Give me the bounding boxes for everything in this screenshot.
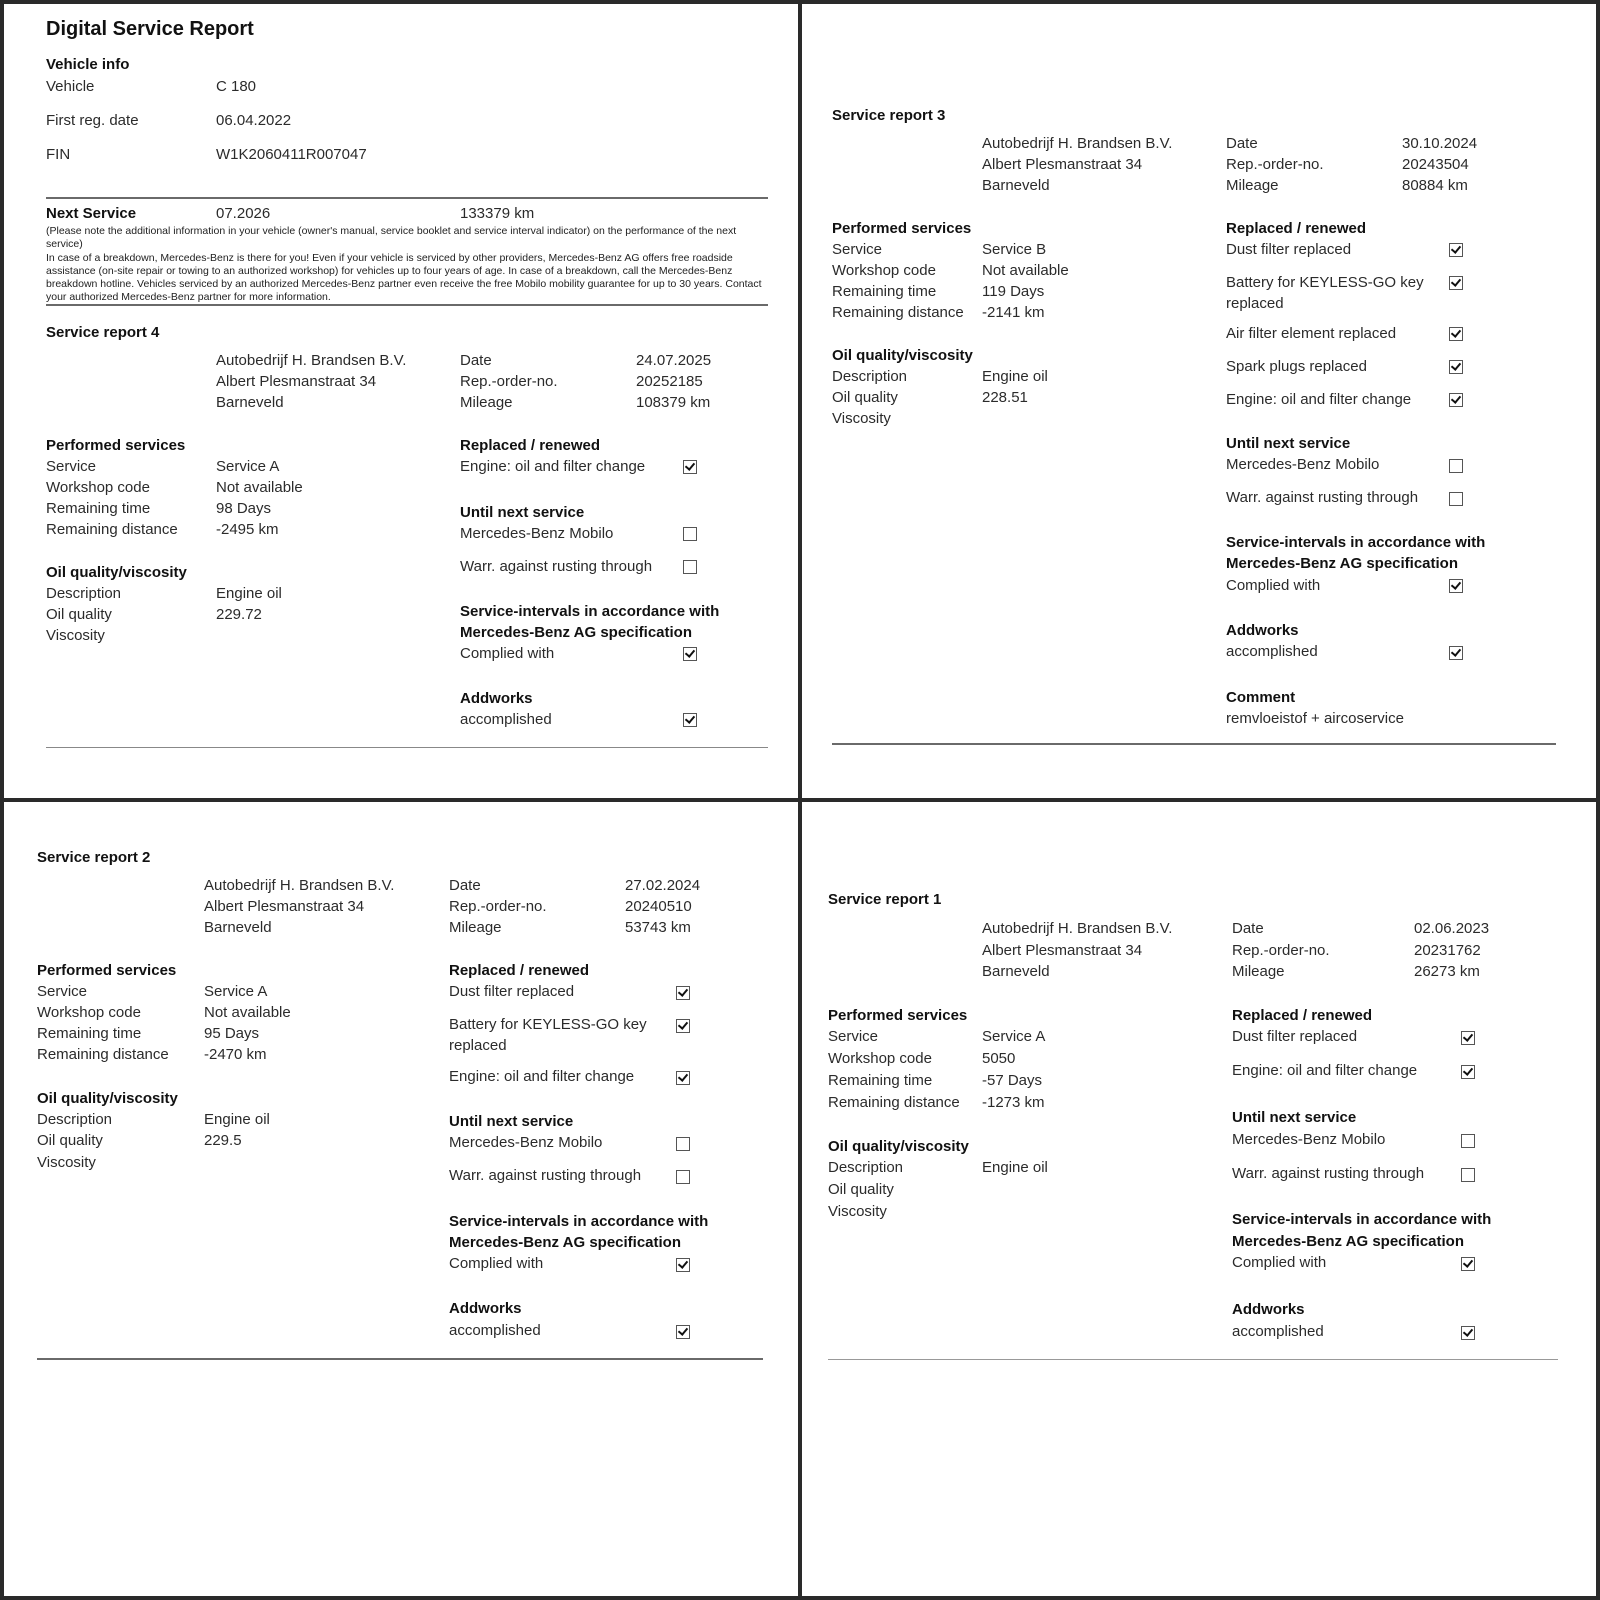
replaced-heading: Replaced / renewed	[449, 962, 590, 979]
workshop-city: Barneveld	[982, 963, 1050, 980]
accomplished-label: accomplished	[1232, 1323, 1324, 1340]
accomplished-checkbox[interactable]	[1449, 646, 1463, 660]
mobilo-checkbox[interactable]	[1449, 459, 1463, 473]
divider	[832, 743, 1556, 745]
service-value: Service A	[204, 983, 268, 1000]
workshop-code-label: Workshop code	[37, 1004, 141, 1021]
accomplished-checkbox[interactable]	[1461, 1326, 1475, 1340]
service-label: Service	[46, 458, 97, 475]
divider	[37, 1358, 763, 1360]
intervals-heading-1: Service-intervals in accordance with	[460, 603, 720, 620]
first-reg-label: First reg. date	[46, 112, 139, 129]
workshop-name: Autobedrijf H. Brandsen B.V.	[216, 352, 407, 369]
replaced-item-checkbox[interactable]	[1461, 1065, 1475, 1079]
fin-value: W1K2060411R007047	[216, 146, 367, 163]
replaced-item-label: Battery for KEYLESS-GO key	[1226, 274, 1424, 291]
performed-services-heading: Performed services	[828, 1007, 968, 1024]
remaining-time-label: Remaining time	[832, 283, 937, 300]
vehicle-info-heading: Vehicle info	[46, 56, 130, 73]
next-service-date: 07.2026	[216, 205, 271, 222]
workshop-name: Autobedrijf H. Brandsen B.V.	[204, 877, 395, 894]
comment-heading: Comment	[1226, 689, 1296, 706]
description-label: Description	[37, 1111, 113, 1128]
description-value: Engine oil	[982, 368, 1048, 385]
complied-checkbox[interactable]	[683, 647, 697, 661]
warr-label: Warr. against rusting through	[1232, 1165, 1425, 1182]
date-label: Date	[1232, 920, 1264, 937]
workshop-code-value: Not available	[204, 1004, 291, 1021]
comment-value: remvloeistof + aircoservice	[1226, 710, 1404, 727]
date-label: Date	[1226, 135, 1258, 152]
replaced-item-label: Engine: oil and filter change	[1232, 1062, 1418, 1079]
service-value: Service A	[216, 458, 280, 475]
intervals-heading-1: Service-intervals in accordance with	[449, 1213, 709, 1230]
oil-quality-label: Oil quality	[37, 1132, 103, 1149]
workshop-code-value: 5050	[982, 1050, 1016, 1067]
page-service-report-2	[4, 802, 798, 1596]
until-next-heading: Until next service	[449, 1113, 574, 1130]
warr-checkbox[interactable]	[683, 560, 697, 574]
mobilo-label: Mercedes-Benz Mobilo	[1226, 456, 1380, 473]
page-service-report-4	[4, 4, 798, 798]
rep-order-value: 20240510	[625, 898, 692, 915]
service-report-title: Service report 1	[828, 891, 942, 908]
replaced-item-label-cont: replaced	[449, 1037, 507, 1054]
accomplished-checkbox[interactable]	[676, 1325, 690, 1339]
mileage-value: 26273 km	[1414, 963, 1480, 980]
warr-checkbox[interactable]	[1449, 492, 1463, 506]
remaining-time-value: 98 Days	[216, 500, 272, 517]
accomplished-label: accomplished	[460, 711, 552, 728]
service-report-title: Service report 4	[46, 324, 160, 341]
intervals-heading-2: Mercedes-Benz AG specification	[449, 1234, 682, 1251]
oil-heading: Oil quality/viscosity	[828, 1138, 969, 1155]
service-label: Service	[828, 1028, 879, 1045]
document-title: Digital Service Report	[46, 18, 254, 40]
replaced-item-checkbox[interactable]	[1449, 360, 1463, 374]
date-value: 27.02.2024	[625, 877, 701, 894]
workshop-street: Albert Plesmanstraat 34	[204, 898, 365, 915]
warr-checkbox[interactable]	[676, 1170, 690, 1184]
service-report-title: Service report 2	[37, 849, 151, 866]
workshop-street: Albert Plesmanstraat 34	[982, 942, 1143, 959]
workshop-city: Barneveld	[216, 394, 284, 411]
complied-checkbox[interactable]	[1449, 579, 1463, 593]
complied-label: Complied with	[460, 645, 555, 662]
replaced-item-checkbox[interactable]	[683, 460, 697, 474]
description-value: Engine oil	[216, 585, 282, 602]
intervals-heading-2: Mercedes-Benz AG specification	[1226, 555, 1459, 572]
remaining-distance-label: Remaining distance	[46, 521, 178, 538]
accomplished-label: accomplished	[1226, 643, 1318, 660]
remaining-time-label: Remaining time	[46, 500, 151, 517]
viscosity-label: Viscosity	[37, 1154, 96, 1171]
divider	[46, 747, 768, 748]
replaced-item-checkbox[interactable]	[676, 1019, 690, 1033]
service-label: Service	[832, 241, 883, 258]
complied-label: Complied with	[449, 1255, 544, 1272]
intervals-heading-2: Mercedes-Benz AG specification	[460, 624, 693, 641]
replaced-item-checkbox[interactable]	[676, 986, 690, 1000]
mobilo-label: Mercedes-Benz Mobilo	[1232, 1131, 1386, 1148]
intervals-heading-2: Mercedes-Benz AG specification	[1232, 1233, 1465, 1250]
warr-checkbox[interactable]	[1461, 1168, 1475, 1182]
mileage-label: Mileage	[1226, 177, 1279, 194]
description-value: Engine oil	[204, 1111, 270, 1128]
addworks-heading: Addworks	[1232, 1301, 1305, 1318]
first-reg-value: 06.04.2022	[216, 112, 292, 129]
performed-services-heading: Performed services	[46, 437, 186, 454]
mileage-value: 108379 km	[636, 394, 711, 411]
complied-checkbox[interactable]	[676, 1258, 690, 1272]
complied-label: Complied with	[1226, 577, 1321, 594]
oil-heading: Oil quality/viscosity	[46, 564, 187, 581]
remaining-distance-label: Remaining distance	[832, 304, 964, 321]
until-next-heading: Until next service	[460, 504, 585, 521]
mobilo-checkbox[interactable]	[683, 527, 697, 541]
mobilo-label: Mercedes-Benz Mobilo	[460, 525, 614, 542]
warr-label: Warr. against rusting through	[1226, 489, 1419, 506]
rep-order-value: 20231762	[1414, 942, 1481, 959]
date-value: 02.06.2023	[1414, 920, 1490, 937]
replaced-item-label: Battery for KEYLESS-GO key	[449, 1016, 647, 1033]
oil-heading: Oil quality/viscosity	[37, 1090, 178, 1107]
replaced-item-label-cont: replaced	[1226, 295, 1284, 312]
service-value: Service A	[982, 1028, 1046, 1045]
remaining-time-label: Remaining time	[37, 1025, 142, 1042]
service-value: Service B	[982, 241, 1047, 258]
replaced-heading: Replaced / renewed	[1232, 1007, 1373, 1024]
description-label: Description	[832, 368, 908, 385]
workshop-code-value: Not available	[216, 479, 303, 496]
remaining-time-value: 95 Days	[204, 1025, 260, 1042]
oil-quality-label: Oil quality	[828, 1181, 894, 1198]
workshop-name: Autobedrijf H. Brandsen B.V.	[982, 135, 1173, 152]
workshop-city: Barneveld	[204, 919, 272, 936]
warr-label: Warr. against rusting through	[449, 1167, 642, 1184]
remaining-distance-value: -2470 km	[204, 1046, 267, 1063]
remaining-time-label: Remaining time	[828, 1072, 933, 1089]
addworks-heading: Addworks	[449, 1300, 522, 1317]
rep-order-value: 20252185	[636, 373, 703, 390]
replaced-item-label: Spark plugs replaced	[1226, 358, 1367, 375]
oil-heading: Oil quality/viscosity	[832, 347, 973, 364]
remaining-distance-value: -2495 km	[216, 521, 279, 538]
replaced-item-checkbox[interactable]	[1449, 327, 1463, 341]
date-value: 24.07.2025	[636, 352, 712, 369]
remaining-distance-value: -1273 km	[982, 1094, 1045, 1111]
oil-quality-value: 229.72	[216, 606, 262, 623]
mileage-label: Mileage	[460, 394, 513, 411]
warr-label: Warr. against rusting through	[460, 558, 653, 575]
remaining-time-value: 119 Days	[982, 283, 1045, 300]
remaining-distance-value: -2141 km	[982, 304, 1045, 321]
replaced-item-label: Engine: oil and filter change	[460, 458, 646, 475]
workshop-name: Autobedrijf H. Brandsen B.V.	[982, 920, 1173, 937]
replaced-item-label: Engine: oil and filter change	[1226, 391, 1412, 408]
mobilo-checkbox[interactable]	[1461, 1134, 1475, 1148]
date-label: Date	[460, 352, 492, 369]
remaining-distance-label: Remaining distance	[828, 1094, 960, 1111]
service-report-title: Service report 3	[832, 107, 946, 124]
workshop-street: Albert Plesmanstraat 34	[216, 373, 377, 390]
replaced-item-checkbox[interactable]	[1449, 393, 1463, 407]
rep-order-label: Rep.-order-no.	[449, 898, 547, 915]
mileage-value: 80884 km	[1402, 177, 1468, 194]
rep-order-label: Rep.-order-no.	[460, 373, 558, 390]
replaced-item-checkbox[interactable]	[676, 1071, 690, 1085]
mobilo-label: Mercedes-Benz Mobilo	[449, 1134, 603, 1151]
performed-services-heading: Performed services	[832, 220, 972, 237]
description-value: Engine oil	[982, 1159, 1048, 1176]
workshop-code-value: Not available	[982, 262, 1069, 279]
mobilo-checkbox[interactable]	[676, 1137, 690, 1151]
rep-order-label: Rep.-order-no.	[1232, 942, 1330, 959]
description-label: Description	[828, 1159, 904, 1176]
mileage-label: Mileage	[1232, 963, 1285, 980]
intervals-heading-1: Service-intervals in accordance with	[1232, 1211, 1492, 1228]
divider	[46, 304, 768, 306]
fin-label: FIN	[46, 146, 71, 163]
workshop-city: Barneveld	[982, 177, 1050, 194]
until-next-heading: Until next service	[1232, 1109, 1357, 1126]
breakdown-info: In case of a breakdown, Mercedes-Benz is there for you! Even if your vehicle is serviced by other providers, Mercedes-Benz AG offers free roadside assistance (on-site repair or towing to an authorized workshop) for vehicles up to four years of age. In case of a breakdown, call the Mercedes-Benz breakdown hotline. Vehicles serviced by an authorized Mercedes-Benz partner even receive the free Mobilo mobility guarantee for up to 30 years. Contact your authorized Mercedes-Benz partner for more information.	[46, 252, 762, 303]
rep-order-value: 20243504	[1402, 156, 1469, 173]
replaced-item-checkbox[interactable]	[1449, 276, 1463, 290]
mileage-value: 53743 km	[625, 919, 691, 936]
remaining-time-value: -57 Days	[982, 1072, 1043, 1089]
workshop-code-label: Workshop code	[46, 479, 150, 496]
replaced-item-checkbox[interactable]	[1449, 243, 1463, 257]
oil-quality-label: Oil quality	[832, 389, 898, 406]
date-value: 30.10.2024	[1402, 135, 1478, 152]
addworks-heading: Addworks	[460, 690, 533, 707]
until-next-heading: Until next service	[1226, 435, 1351, 452]
description-label: Description	[46, 585, 122, 602]
page-service-report-1	[802, 802, 1596, 1596]
viscosity-label: Viscosity	[832, 410, 891, 427]
accomplished-label: accomplished	[449, 1322, 541, 1339]
workshop-street: Albert Plesmanstraat 34	[982, 156, 1143, 173]
workshop-code-label: Workshop code	[832, 262, 936, 279]
divider	[828, 1359, 1558, 1360]
replaced-item-checkbox[interactable]	[1461, 1031, 1475, 1045]
oil-quality-value: 229.5	[204, 1132, 242, 1149]
replaced-item-label: Engine: oil and filter change	[449, 1068, 635, 1085]
oil-quality-label: Oil quality	[46, 606, 112, 623]
replaced-item-label: Air filter element replaced	[1226, 325, 1397, 342]
replaced-item-label: Dust filter replaced	[449, 983, 575, 1000]
next-service-note: (Please note the additional information in your vehicle (owner's manual, service booklet and service interval indicator) on the performance of the next service)	[46, 225, 737, 250]
replaced-item-label: Dust filter replaced	[1232, 1028, 1358, 1045]
mileage-label: Mileage	[449, 919, 502, 936]
performed-services-heading: Performed services	[37, 962, 177, 979]
addworks-heading: Addworks	[1226, 622, 1299, 639]
workshop-code-label: Workshop code	[828, 1050, 932, 1067]
viscosity-label: Viscosity	[828, 1203, 887, 1220]
accomplished-checkbox[interactable]	[683, 713, 697, 727]
divider	[46, 197, 768, 199]
next-service-mileage: 133379 km	[460, 205, 535, 222]
replaced-heading: Replaced / renewed	[1226, 220, 1367, 237]
viscosity-label: Viscosity	[46, 627, 105, 644]
complied-checkbox[interactable]	[1461, 1257, 1475, 1271]
oil-quality-value: 228.51	[982, 389, 1028, 406]
service-label: Service	[37, 983, 88, 1000]
page-service-report-3	[802, 4, 1596, 798]
vehicle-value: C 180	[216, 78, 257, 95]
vehicle-label: Vehicle	[46, 78, 95, 95]
date-label: Date	[449, 877, 481, 894]
complied-label: Complied with	[1232, 1254, 1327, 1271]
replaced-item-label: Dust filter replaced	[1226, 241, 1352, 258]
next-service-label: Next Service	[46, 205, 137, 222]
intervals-heading-1: Service-intervals in accordance with	[1226, 534, 1486, 551]
replaced-heading: Replaced / renewed	[460, 437, 601, 454]
remaining-distance-label: Remaining distance	[37, 1046, 169, 1063]
rep-order-label: Rep.-order-no.	[1226, 156, 1324, 173]
